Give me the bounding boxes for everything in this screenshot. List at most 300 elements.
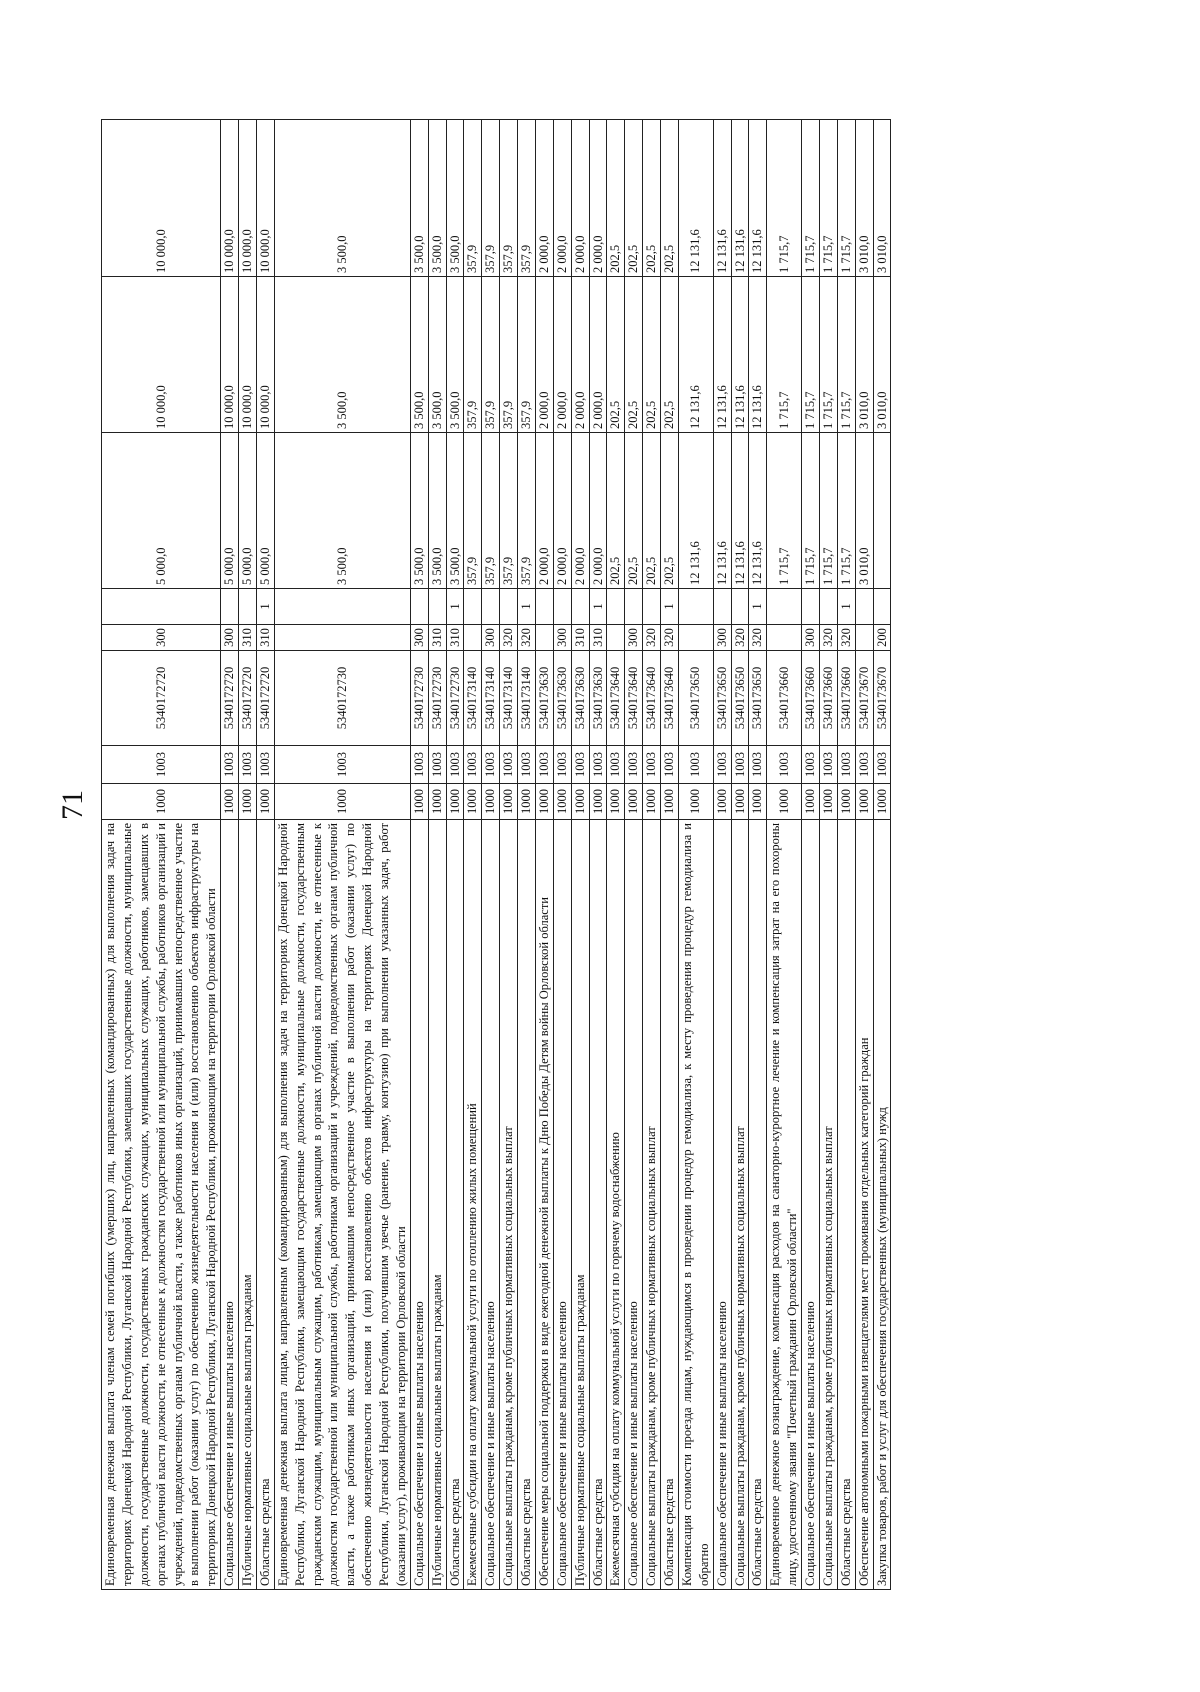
row-section-code: 1000 [535, 784, 553, 820]
row-amount-year-3: 357,9 [518, 120, 536, 277]
rotated-page [101, 120, 1069, 1590]
row-subsection-code: 1003 [607, 746, 625, 784]
row-amount-year-2: 10 000,0 [239, 277, 257, 433]
row-description: Публичные нормативные социальные выплаты гражданам [239, 820, 257, 1590]
row-funding-source-code: 1 [518, 589, 536, 625]
row-subsection-code: 1003 [274, 746, 410, 784]
row-amount-year-3: 1 715,7 [819, 120, 837, 277]
row-amount-year-2: 12 131,6 [731, 277, 749, 433]
row-amount-year-2: 357,9 [500, 277, 518, 433]
row-description: Единовременная денежная выплата членам семей погибших (умерших) лиц, направленных (командированных) для выполнения задач на территориях Донецкой Народной Республики, Луганской Народной Республики, замещавших государственные должности, муниципальные должности, государственные должности, государственных гражданских служащих, муниципальных служащих, работников, замещавших в органах публичной власти должности, не отнесенные к должностям государственной или муниципальной службы, работников организаций и учреждений, подведомственных органам публичной власти, а также работников иных организаций, принимавших непосредственное участие в выполнении работ (оказании услуг) по обеспечению жизнедеятельности населения и (или) восстановлению объектов инфраструктуры на территориях Донецкой Народной Республики, Луганской Народной Республики, проживающим на территории Орловской области [102, 820, 221, 1590]
row-amount-year-2: 202,5 [661, 277, 679, 433]
row-subsection-code: 1003 [625, 746, 643, 784]
row-amount-year-1: 3 500,0 [446, 433, 464, 589]
row-section-code: 1000 [239, 784, 257, 820]
row-amount-year-1: 357,9 [482, 433, 500, 589]
table-row [221, 120, 239, 1590]
row-amount-year-1 [873, 433, 891, 589]
row-amount-year-2: 1 715,7 [837, 277, 855, 433]
row-funding-source-code [819, 589, 837, 625]
row-target-article-code: 5340173660 [837, 651, 855, 746]
table-row [571, 120, 589, 1590]
row-section-code: 1000 [428, 784, 446, 820]
row-description: Обеспечение автономными пожарными извещателями мест проживания отдельных категорий граждан [855, 820, 873, 1590]
row-description: Ежемесячные субсидии на оплату коммунальной услуги по отоплению жилых помещений [464, 820, 482, 1590]
row-target-article-code: 5340173650 [731, 651, 749, 746]
row-target-article-code: 5340173660 [802, 651, 820, 746]
row-expense-type-code [607, 625, 625, 651]
row-funding-source-code [239, 589, 257, 625]
row-amount-year-2: 3 500,0 [428, 277, 446, 433]
row-amount-year-2: 1 715,7 [819, 277, 837, 433]
row-section-code: 1000 [410, 784, 428, 820]
row-amount-year-3: 12 131,6 [713, 120, 731, 277]
row-description: Социальное обеспечение и иные выплаты населению [713, 820, 731, 1590]
row-amount-year-2: 10 000,0 [256, 277, 274, 433]
row-target-article-code: 5340173650 [713, 651, 731, 746]
row-amount-year-3: 3 500,0 [274, 120, 410, 277]
table-row [713, 120, 731, 1590]
row-section-code: 1000 [837, 784, 855, 820]
row-amount-year-1: 202,5 [607, 433, 625, 589]
table-row [256, 120, 274, 1590]
row-section-code: 1000 [589, 784, 607, 820]
row-amount-year-3: 357,9 [482, 120, 500, 277]
row-amount-year-3: 10 000,0 [256, 120, 274, 277]
row-amount-year-1: 2 000,0 [553, 433, 571, 589]
row-section-code: 1000 [643, 784, 661, 820]
row-description: Социальное обеспечение и иные выплаты населению [553, 820, 571, 1590]
row-amount-year-3: 10 000,0 [239, 120, 257, 277]
row-amount-year-3: 202,5 [607, 120, 625, 277]
row-subsection-code: 1003 [535, 746, 553, 784]
row-description: Областные средства [589, 820, 607, 1590]
row-subsection-code: 1003 [464, 746, 482, 784]
row-target-article-code: 5340173140 [518, 651, 536, 746]
row-description: Областные средства [256, 820, 274, 1590]
row-subsection-code: 1003 [713, 746, 731, 784]
row-section-code: 1000 [446, 784, 464, 820]
row-amount-year-3: 12 131,6 [731, 120, 749, 277]
row-amount-year-1: 202,5 [625, 433, 643, 589]
row-amount-year-3: 202,5 [661, 120, 679, 277]
row-description: Областные средства [661, 820, 679, 1590]
row-amount-year-3: 2 000,0 [535, 120, 553, 277]
row-subsection-code: 1003 [873, 746, 891, 784]
row-amount-year-3: 10 000,0 [102, 120, 221, 277]
row-description: Областные средства [446, 820, 464, 1590]
table-row [500, 120, 518, 1590]
row-section-code: 1000 [500, 784, 518, 820]
row-amount-year-1: 3 500,0 [428, 433, 446, 589]
row-section-code: 1000 [482, 784, 500, 820]
row-amount-year-2: 3 010,0 [873, 277, 891, 433]
row-description: Компенсация стоимости проезда лицам, нуждающимся в проведении процедур гемодиализа, к месту проведения процедур гемодиализа и обратно [678, 820, 713, 1590]
row-subsection-code: 1003 [446, 746, 464, 784]
row-amount-year-2: 1 715,7 [802, 277, 820, 433]
page-number: 71 [56, 790, 89, 820]
row-amount-year-1: 2 000,0 [571, 433, 589, 589]
row-funding-source-code [643, 589, 661, 625]
row-amount-year-1: 12 131,6 [731, 433, 749, 589]
row-amount-year-3: 202,5 [643, 120, 661, 277]
row-section-code: 1000 [767, 784, 802, 820]
row-amount-year-2: 12 131,6 [713, 277, 731, 433]
row-amount-year-3: 1 715,7 [837, 120, 855, 277]
row-subsection-code: 1003 [749, 746, 767, 784]
row-description: Социальные выплаты гражданам, кроме публичных нормативных социальных выплат [643, 820, 661, 1590]
row-amount-year-3: 1 715,7 [802, 120, 820, 277]
row-section-code: 1000 [518, 784, 536, 820]
row-description: Социальное обеспечение и иные выплаты населению [482, 820, 500, 1590]
row-subsection-code: 1003 [518, 746, 536, 784]
row-description: Публичные нормативные социальные выплаты гражданам [428, 820, 446, 1590]
row-description: Социальное обеспечение и иные выплаты населению [625, 820, 643, 1590]
row-description: Областные средства [749, 820, 767, 1590]
row-target-article-code: 5340173640 [625, 651, 643, 746]
row-amount-year-2: 2 000,0 [589, 277, 607, 433]
row-amount-year-1: 3 500,0 [274, 433, 410, 589]
row-subsection-code: 1003 [661, 746, 679, 784]
table-row [767, 120, 802, 1590]
row-target-article-code: 5340173660 [767, 651, 802, 746]
row-funding-source-code [274, 589, 410, 625]
row-target-article-code: 5340172720 [256, 651, 274, 746]
row-section-code: 1000 [102, 784, 221, 820]
row-expense-type-code [274, 625, 410, 651]
row-target-article-code: 5340173650 [678, 651, 713, 746]
row-amount-year-1: 3 500,0 [410, 433, 428, 589]
row-section-code: 1000 [713, 784, 731, 820]
row-funding-source-code [428, 589, 446, 625]
row-funding-source-code [625, 589, 643, 625]
row-funding-source-code [482, 589, 500, 625]
row-subsection-code: 1003 [410, 746, 428, 784]
row-amount-year-2: 2 000,0 [535, 277, 553, 433]
row-expense-type-code [855, 625, 873, 651]
row-subsection-code: 1003 [802, 746, 820, 784]
row-expense-type-code: 320 [749, 625, 767, 651]
row-subsection-code: 1003 [102, 746, 221, 784]
row-expense-type-code: 310 [589, 625, 607, 651]
row-section-code: 1000 [607, 784, 625, 820]
row-amount-year-3: 202,5 [625, 120, 643, 277]
table-row [102, 120, 221, 1590]
row-subsection-code: 1003 [589, 746, 607, 784]
row-expense-type-code: 310 [446, 625, 464, 651]
row-expense-type-code: 310 [428, 625, 446, 651]
row-expense-type-code: 320 [819, 625, 837, 651]
row-target-article-code: 5340173630 [553, 651, 571, 746]
row-amount-year-2: 202,5 [643, 277, 661, 433]
row-target-article-code: 5340173640 [643, 651, 661, 746]
row-description: Областные средства [518, 820, 536, 1590]
row-funding-source-code [678, 589, 713, 625]
row-funding-source-code [410, 589, 428, 625]
table-row [837, 120, 855, 1590]
row-subsection-code: 1003 [855, 746, 873, 784]
row-amount-year-1: 1 715,7 [819, 433, 837, 589]
row-expense-type-code [767, 625, 802, 651]
row-funding-source-code [855, 589, 873, 625]
row-expense-type-code: 320 [661, 625, 679, 651]
row-section-code: 1000 [464, 784, 482, 820]
row-amount-year-1: 357,9 [464, 433, 482, 589]
row-subsection-code: 1003 [643, 746, 661, 784]
row-expense-type-code: 300 [102, 625, 221, 651]
row-amount-year-3: 3 500,0 [446, 120, 464, 277]
table-row [535, 120, 553, 1590]
row-expense-type-code: 310 [256, 625, 274, 651]
row-subsection-code: 1003 [239, 746, 257, 784]
table-row [643, 120, 661, 1590]
row-subsection-code: 1003 [500, 746, 518, 784]
row-subsection-code: 1003 [482, 746, 500, 784]
table-row [239, 120, 257, 1590]
row-description: Обеспечение меры социальной поддержки в виде ежегодной денежной выплаты к Дню Победы Детям войны Орловской области [535, 820, 553, 1590]
row-funding-source-code [571, 589, 589, 625]
row-amount-year-1: 5 000,0 [239, 433, 257, 589]
row-expense-type-code: 300 [625, 625, 643, 651]
row-subsection-code: 1003 [428, 746, 446, 784]
row-section-code: 1000 [819, 784, 837, 820]
row-target-article-code: 5340172720 [239, 651, 257, 746]
row-funding-source-code [464, 589, 482, 625]
row-amount-year-1: 202,5 [661, 433, 679, 589]
row-target-article-code: 5340173650 [749, 651, 767, 746]
row-target-article-code: 5340173670 [855, 651, 873, 746]
row-amount-year-2: 12 131,6 [749, 277, 767, 433]
row-funding-source-code [221, 589, 239, 625]
row-expense-type-code: 300 [221, 625, 239, 651]
row-subsection-code: 1003 [731, 746, 749, 784]
row-funding-source-code [767, 589, 802, 625]
table-row [731, 120, 749, 1590]
table-row [553, 120, 571, 1590]
row-target-article-code: 5340173630 [535, 651, 553, 746]
row-expense-type-code [678, 625, 713, 651]
row-funding-source-code: 1 [749, 589, 767, 625]
table-row [873, 120, 891, 1590]
row-expense-type-code: 300 [802, 625, 820, 651]
row-target-article-code: 5340173660 [819, 651, 837, 746]
row-amount-year-2: 2 000,0 [571, 277, 589, 433]
row-description: Социальные выплаты гражданам, кроме публичных нормативных социальных выплат [500, 820, 518, 1590]
table-row [802, 120, 820, 1590]
row-section-code: 1000 [802, 784, 820, 820]
row-subsection-code: 1003 [221, 746, 239, 784]
row-amount-year-2: 2 000,0 [553, 277, 571, 433]
row-section-code: 1000 [274, 784, 410, 820]
row-target-article-code: 5340172720 [102, 651, 221, 746]
table-row [589, 120, 607, 1590]
row-funding-source-code [802, 589, 820, 625]
row-subsection-code: 1003 [678, 746, 713, 784]
table-row [678, 120, 713, 1590]
table-row [819, 120, 837, 1590]
row-section-code: 1000 [731, 784, 749, 820]
row-description: Закупка товаров, работ и услуг для обеспечения государственных (муниципальных) нужд [873, 820, 891, 1590]
row-target-article-code: 5340172730 [274, 651, 410, 746]
row-expense-type-code [464, 625, 482, 651]
row-amount-year-2: 3 500,0 [410, 277, 428, 433]
row-description: Ежемесячная субсидия на оплату коммунальной услуги по горячему водоснабжению [607, 820, 625, 1590]
row-expense-type-code: 320 [500, 625, 518, 651]
row-section-code: 1000 [873, 784, 891, 820]
row-amount-year-2: 202,5 [607, 277, 625, 433]
row-expense-type-code: 320 [837, 625, 855, 651]
row-target-article-code: 5340172730 [428, 651, 446, 746]
row-section-code: 1000 [678, 784, 713, 820]
row-funding-source-code [535, 589, 553, 625]
table-row [446, 120, 464, 1590]
row-target-article-code: 5340173140 [482, 651, 500, 746]
row-amount-year-2: 10 000,0 [221, 277, 239, 433]
row-amount-year-1: 5 000,0 [221, 433, 239, 589]
row-expense-type-code: 300 [482, 625, 500, 651]
row-description: Социальное обеспечение и иные выплаты населению [221, 820, 239, 1590]
row-expense-type-code: 300 [713, 625, 731, 651]
row-amount-year-3: 3 010,0 [873, 120, 891, 277]
row-target-article-code: 5340173670 [873, 651, 891, 746]
row-amount-year-2: 10 000,0 [102, 277, 221, 433]
row-amount-year-3: 3 500,0 [428, 120, 446, 277]
row-description: Областные средства [837, 820, 855, 1590]
row-amount-year-2: 357,9 [464, 277, 482, 433]
row-amount-year-1: 357,9 [500, 433, 518, 589]
row-subsection-code: 1003 [256, 746, 274, 784]
row-section-code: 1000 [553, 784, 571, 820]
row-section-code: 1000 [855, 784, 873, 820]
row-amount-year-2: 3 500,0 [274, 277, 410, 433]
row-subsection-code: 1003 [553, 746, 571, 784]
row-amount-year-1: 202,5 [643, 433, 661, 589]
table-row [482, 120, 500, 1590]
row-amount-year-3: 12 131,6 [749, 120, 767, 277]
row-amount-year-2: 357,9 [482, 277, 500, 433]
row-funding-source-code [713, 589, 731, 625]
row-amount-year-1: 1 715,7 [767, 433, 802, 589]
row-section-code: 1000 [256, 784, 274, 820]
row-target-article-code: 5340172720 [221, 651, 239, 746]
row-amount-year-1: 1 715,7 [802, 433, 820, 589]
row-section-code: 1000 [571, 784, 589, 820]
row-amount-year-1: 5 000,0 [102, 433, 221, 589]
row-amount-year-3: 12 131,6 [678, 120, 713, 277]
table-row [661, 120, 679, 1590]
table-row [625, 120, 643, 1590]
row-amount-year-1: 357,9 [518, 433, 536, 589]
row-subsection-code: 1003 [571, 746, 589, 784]
row-funding-source-code: 1 [256, 589, 274, 625]
row-target-article-code: 5340173630 [571, 651, 589, 746]
table-row [749, 120, 767, 1590]
table-row [274, 120, 410, 1590]
row-description: Социальные выплаты гражданам, кроме публичных нормативных социальных выплат [819, 820, 837, 1590]
table-row [607, 120, 625, 1590]
row-target-article-code: 5340173140 [500, 651, 518, 746]
row-amount-year-1: 2 000,0 [589, 433, 607, 589]
row-amount-year-1: 12 131,6 [678, 433, 713, 589]
row-target-article-code: 5340173630 [589, 651, 607, 746]
row-expense-type-code: 200 [873, 625, 891, 651]
row-target-article-code: 5340173640 [607, 651, 625, 746]
row-section-code: 1000 [625, 784, 643, 820]
table-row [428, 120, 446, 1590]
row-description: Социальное обеспечение и иные выплаты населению [802, 820, 820, 1590]
row-amount-year-3: 1 715,7 [767, 120, 802, 277]
row-expense-type-code [535, 625, 553, 651]
table-row [410, 120, 428, 1590]
row-funding-source-code [731, 589, 749, 625]
row-amount-year-1: 3 010,0 [855, 433, 873, 589]
row-target-article-code: 5340172730 [446, 651, 464, 746]
row-funding-source-code [873, 589, 891, 625]
row-funding-source-code [553, 589, 571, 625]
row-expense-type-code: 310 [239, 625, 257, 651]
row-amount-year-2: 12 131,6 [678, 277, 713, 433]
row-amount-year-1: 12 131,6 [713, 433, 731, 589]
row-amount-year-3: 10 000,0 [221, 120, 239, 277]
row-subsection-code: 1003 [819, 746, 837, 784]
row-funding-source-code [500, 589, 518, 625]
row-amount-year-2: 3 500,0 [446, 277, 464, 433]
row-amount-year-2: 3 010,0 [855, 277, 873, 433]
row-funding-source-code: 1 [661, 589, 679, 625]
row-expense-type-code: 320 [643, 625, 661, 651]
row-section-code: 1000 [749, 784, 767, 820]
row-section-code: 1000 [221, 784, 239, 820]
row-amount-year-1: 12 131,6 [749, 433, 767, 589]
row-funding-source-code [607, 589, 625, 625]
row-description: Единовременное денежное вознаграждение, компенсация расходов на санаторно-курортное лечение и компенсация затрат на его похороны лицу, удостоенному звания "Почетный гражданин Орловской области" [767, 820, 802, 1590]
row-target-article-code: 5340173640 [661, 651, 679, 746]
row-expense-type-code: 300 [410, 625, 428, 651]
row-amount-year-2: 202,5 [625, 277, 643, 433]
row-amount-year-3: 2 000,0 [553, 120, 571, 277]
row-funding-source-code: 1 [837, 589, 855, 625]
table-row [855, 120, 873, 1590]
row-description: Социальные выплаты гражданам, кроме публичных нормативных социальных выплат [731, 820, 749, 1590]
row-description: Единовременная денежная выплата лицам, направленным (командированным) для выполнения задач на территориях Донецкой Народной Республики, Луганской Народной Республики, замещающим государственные должности, муниципальные должности, государственным гражданским служащим, муниципальным служащим, работникам, замещающим в органах публичной власти должности, не отнесенные к должностям государственной или муниципальной службы, работникам организаций и учреждений, подведомственных органам публичной власти, а также работникам иных организаций, принимавшим непосредственное участие в выполнении работ (оказании услуг) по обеспечению жизнедеятельности населения и (или) восстановлению объектов инфраструктуры на территориях Донецкой Народной Республики, Луганской Народной Республики, получившим увечье (ранение, травму, контузию) при выполнении указанных задач, работ (оказании услуг), проживающим на территории Орловской области [274, 820, 410, 1590]
row-amount-year-2: 1 715,7 [767, 277, 802, 433]
row-section-code: 1000 [661, 784, 679, 820]
row-amount-year-3: 3 500,0 [410, 120, 428, 277]
row-expense-type-code: 320 [518, 625, 536, 651]
row-target-article-code: 5340173140 [464, 651, 482, 746]
row-description: Публичные нормативные социальные выплаты гражданам [571, 820, 589, 1590]
row-expense-type-code: 310 [571, 625, 589, 651]
row-amount-year-3: 2 000,0 [589, 120, 607, 277]
row-amount-year-1: 2 000,0 [535, 433, 553, 589]
row-target-article-code: 5340172730 [410, 651, 428, 746]
row-funding-source-code [102, 589, 221, 625]
row-subsection-code: 1003 [837, 746, 855, 784]
table-body [102, 120, 891, 1590]
row-amount-year-3: 357,9 [464, 120, 482, 277]
row-amount-year-3: 3 010,0 [855, 120, 873, 277]
table-row [518, 120, 536, 1590]
row-funding-source-code: 1 [589, 589, 607, 625]
row-description: Социальное обеспечение и иные выплаты населению [410, 820, 428, 1590]
row-expense-type-code: 300 [553, 625, 571, 651]
row-subsection-code: 1003 [767, 746, 802, 784]
row-amount-year-1: 1 715,7 [837, 433, 855, 589]
budget-table [101, 119, 891, 1590]
row-expense-type-code: 320 [731, 625, 749, 651]
table-row [464, 120, 482, 1590]
row-amount-year-1: 5 000,0 [256, 433, 274, 589]
